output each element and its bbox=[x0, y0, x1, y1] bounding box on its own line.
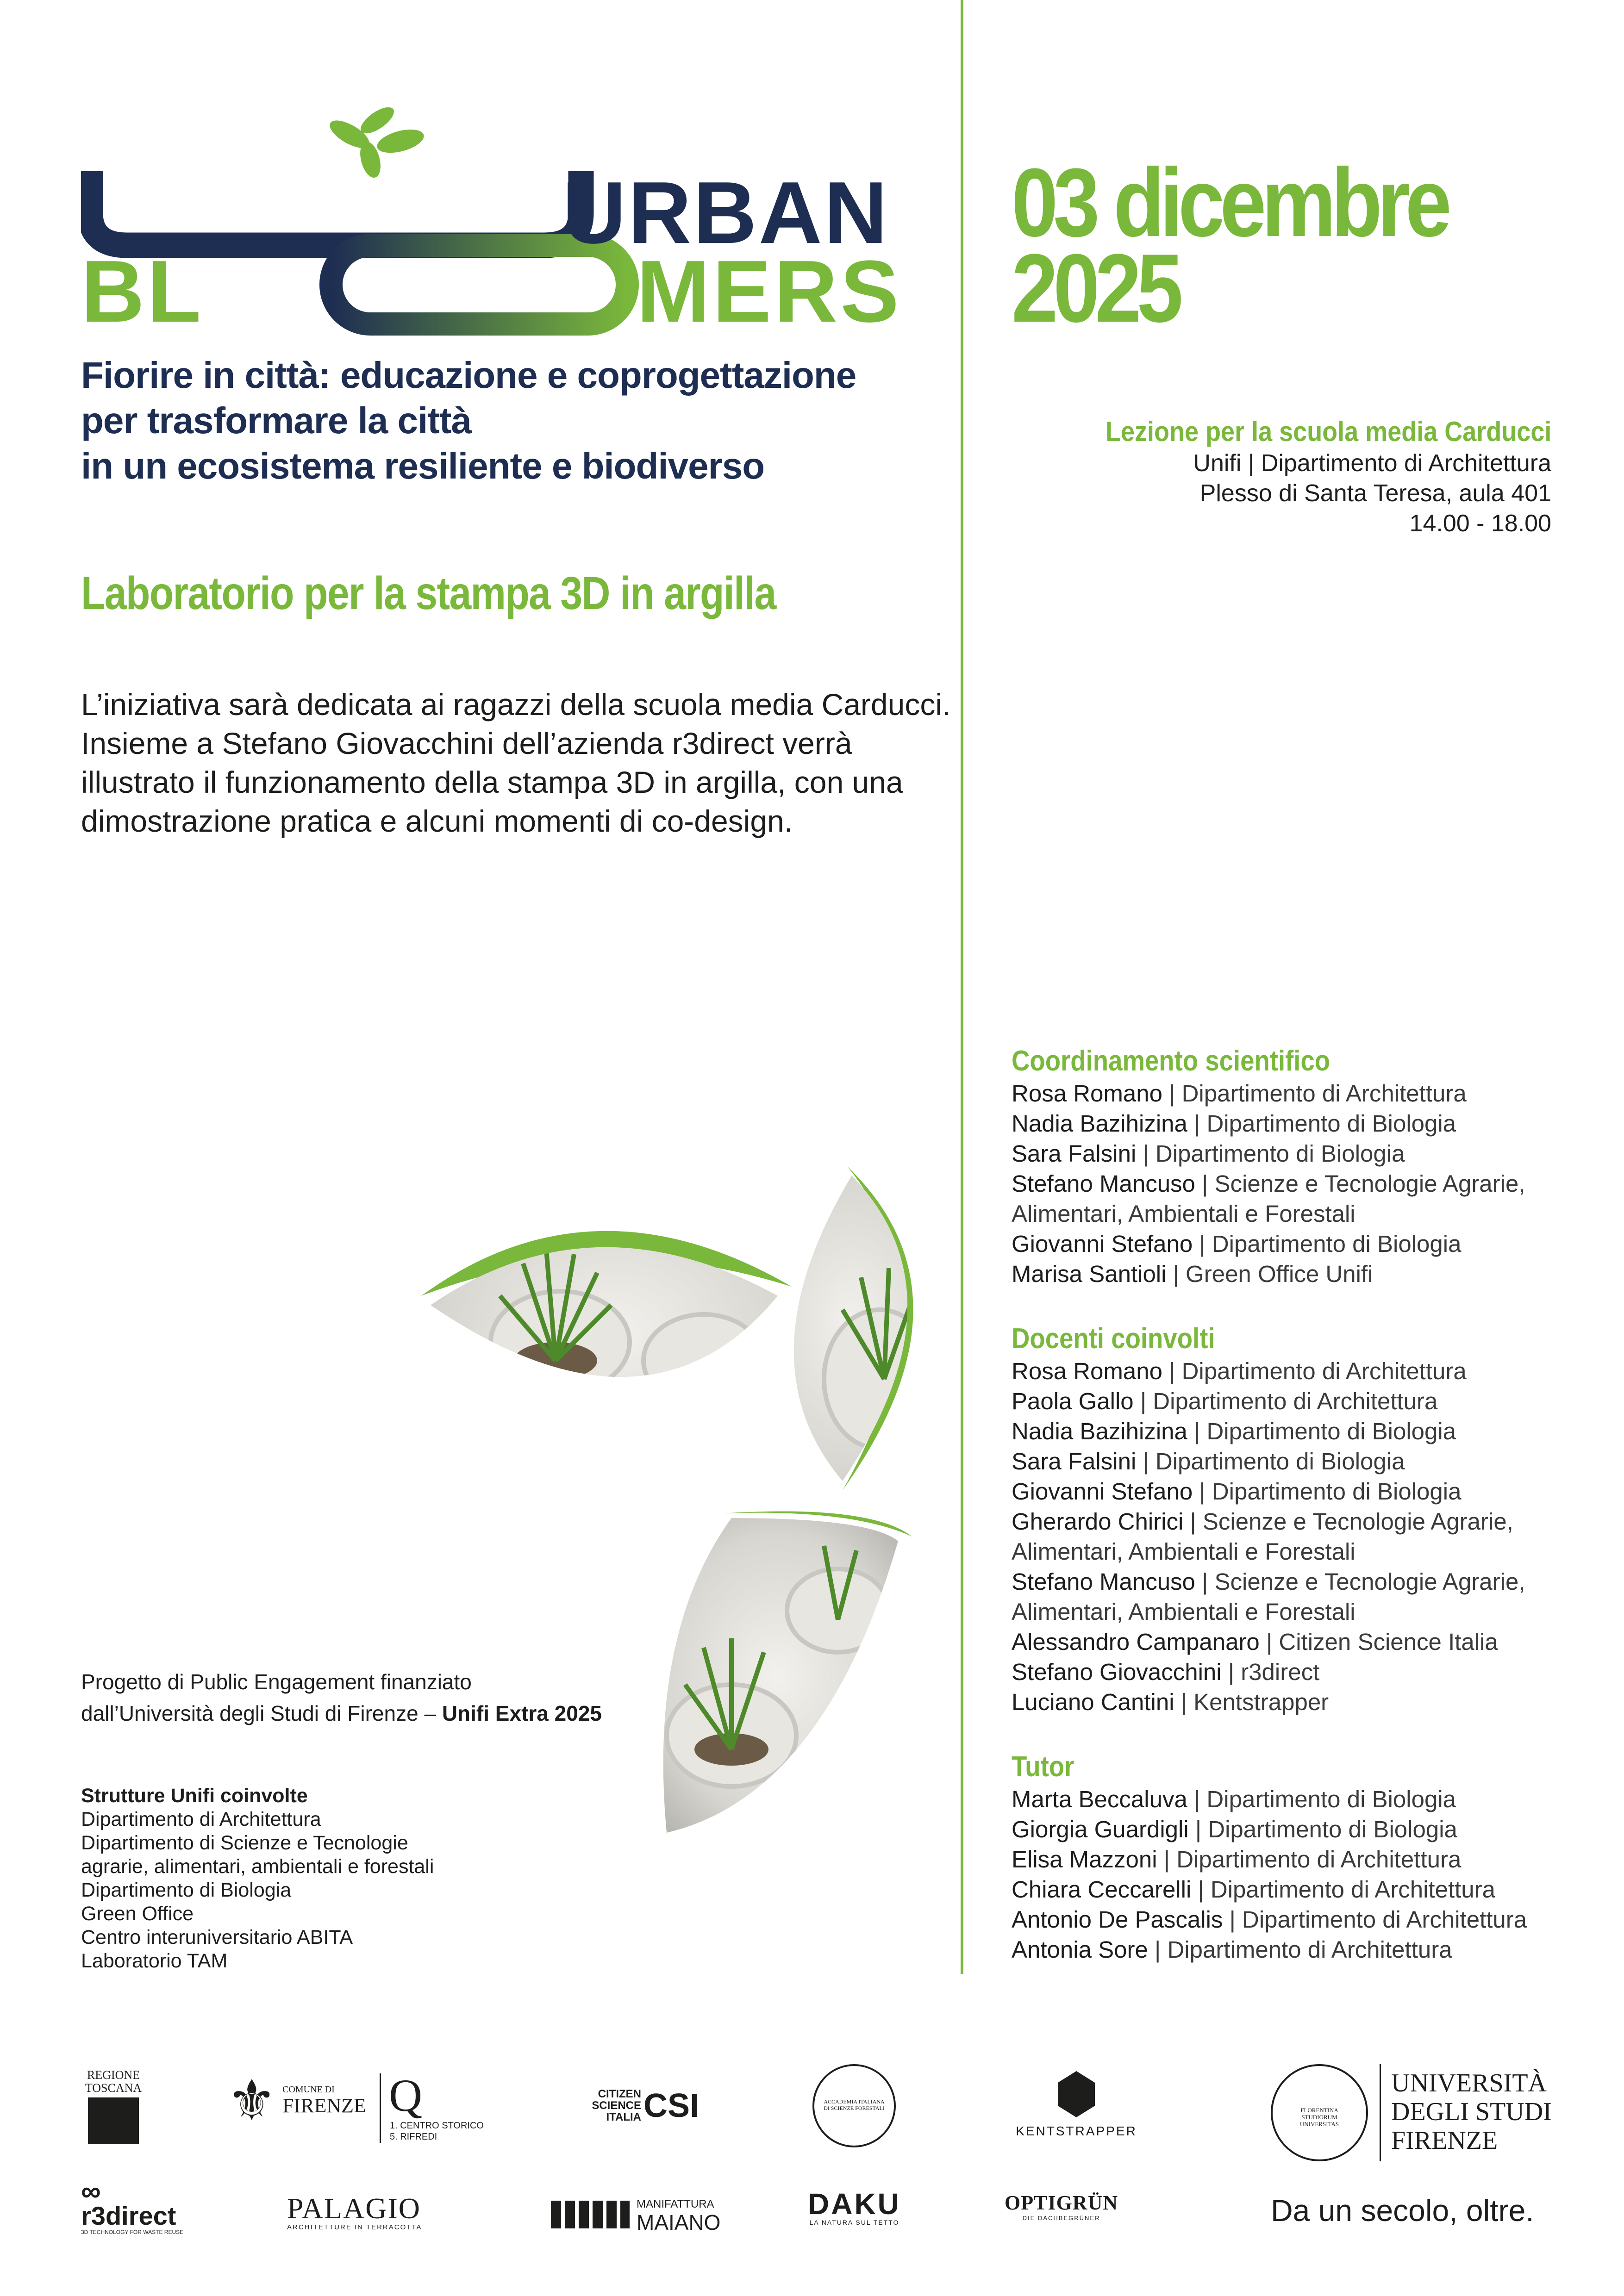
tutor-section bbox=[1012, 1749, 1527, 1965]
person-row bbox=[1012, 1844, 1527, 1874]
person-affiliation: | Dipartimento di Biologia bbox=[1187, 1110, 1456, 1137]
person-affiliation: | Dipartimento di Architettura bbox=[1148, 1936, 1452, 1963]
person-row bbox=[1012, 1874, 1527, 1904]
person-row bbox=[1012, 1814, 1527, 1844]
struttura-item: Dipartimento di Scienze e Tecnologie bbox=[81, 1832, 408, 1854]
person-row bbox=[1012, 1784, 1527, 1814]
funding-note: Progetto di Public Engagement finanziato dall’Università degli Studi di Firenze – Unifi Extra 2025 bbox=[81, 1670, 602, 1725]
person-name: Stefano Mancuso bbox=[1012, 1170, 1195, 1197]
person-name: Rosa Romano bbox=[1012, 1358, 1162, 1384]
event-date: 03 dicembre 2025 bbox=[1012, 148, 1447, 342]
urban-bloomers-logo bbox=[81, 106, 924, 338]
unifi-tagline: Da un secolo, oltre. bbox=[1271, 2193, 1534, 2228]
person-name: Antonia Sore bbox=[1012, 1936, 1148, 1963]
person-name: Paola Gallo bbox=[1012, 1388, 1134, 1414]
person-affiliation: | Dipartimento di Biologia bbox=[1193, 1231, 1462, 1257]
person-affiliation: | Dipartimento di Architettura bbox=[1162, 1080, 1467, 1107]
lesson-location: Unifi | Dipartimento di Architettura bbox=[1193, 450, 1551, 477]
partner-logos: REGIONE TOSCANA ⚜ COMUNE DI FIRENZE Q 1. CENTRO STORICO 5. RIFREDI CITIZEN SCIENCE ITALIA CSI ACCADEMIA ITALIANA DI SCIENZE FORESTALI KENTSTRAPPER FLORENTINA STUDIORUM UNIVERSITAS UNIVERSITÀ DEGLI STUDI FIRENZE ∞ r3direct 3D TECHNOLOGY FOR WASTE REUSE PALAGIO ARCHITETTURE IN TERRACOTTA MANIFATTURA MAIANO DAKU LA NATURA SUL TETTO OPTIGRÜN DIE DACHBEGRÜNER Da un secolo, oltre. bbox=[0, 2036, 1624, 2268]
lab-title: Laboratorio per la stampa 3D in argilla bbox=[81, 567, 776, 619]
daku-logo: DAKU LA NATURA SUL TETTO bbox=[808, 2187, 901, 2226]
person-row bbox=[1012, 1597, 1525, 1627]
svg-text:MERS: MERS bbox=[637, 243, 902, 338]
person-row bbox=[1012, 1199, 1525, 1229]
struttura-item: Green Office bbox=[81, 1903, 194, 1925]
person-row bbox=[1012, 1386, 1525, 1416]
person-affiliation: | Dipartimento di Architettura bbox=[1157, 1846, 1462, 1873]
logo-line1: URBAN bbox=[562, 164, 890, 262]
person-affiliation: | Kentstrapper bbox=[1174, 1689, 1329, 1715]
person-name: Luciano Cantini bbox=[1012, 1689, 1174, 1715]
lesson-title: Lezione per la scuola media Carducci bbox=[1105, 416, 1551, 447]
person-row bbox=[1012, 1506, 1525, 1537]
person-row bbox=[1012, 1108, 1525, 1139]
person-name: Antonio De Pascalis bbox=[1012, 1906, 1223, 1933]
coordinamento-section bbox=[1012, 1044, 1525, 1289]
infinity-icon: ∞ bbox=[81, 2176, 101, 2207]
person-row bbox=[1012, 1229, 1525, 1259]
regione-toscana-logo: REGIONE TOSCANA bbox=[81, 2069, 146, 2144]
person-name: Rosa Romano bbox=[1012, 1080, 1162, 1107]
person-affiliation: | Dipartimento di Architettura bbox=[1191, 1876, 1496, 1903]
person-row bbox=[1012, 1416, 1525, 1446]
person-affiliation: | Citizen Science Italia bbox=[1259, 1629, 1498, 1655]
person-affiliation: | Green Office Unifi bbox=[1166, 1261, 1373, 1287]
person-name: Chiara Ceccarelli bbox=[1012, 1876, 1192, 1903]
person-affiliation: | r3direct bbox=[1221, 1659, 1320, 1685]
lesson-time: 14.00 - 18.00 bbox=[1409, 510, 1551, 537]
person-row bbox=[1012, 1259, 1525, 1289]
person-row bbox=[1012, 1139, 1525, 1169]
person-affiliation: Alimentari, Ambientali e Forestali bbox=[1012, 1599, 1355, 1625]
person-row bbox=[1012, 1356, 1525, 1386]
fleur-de-lis-icon: ⚜ bbox=[227, 2070, 277, 2132]
tutor-heading: Tutor bbox=[1012, 1751, 1074, 1783]
person-row bbox=[1012, 1904, 1527, 1935]
person-affiliation: | Scienze e Tecnologie Agrarie, bbox=[1195, 1568, 1525, 1595]
person-name: Stefano Mancuso bbox=[1012, 1568, 1195, 1595]
struttura-item: Dipartimento di Biologia bbox=[81, 1879, 292, 1901]
person-affiliation: | Dipartimento di Biologia bbox=[1193, 1478, 1462, 1505]
struttura-item: agrarie, alimentari, ambientali e forestali bbox=[81, 1855, 434, 1878]
person-name: Giovanni Stefano bbox=[1012, 1478, 1193, 1505]
person-name: Elisa Mazzoni bbox=[1012, 1846, 1157, 1873]
3d-printed-planters-illustration bbox=[407, 1101, 963, 1981]
person-name: Sara Falsini bbox=[1012, 1140, 1137, 1167]
r3direct-logo: ∞ r3direct 3D TECHNOLOGY FOR WASTE REUSE bbox=[81, 2176, 184, 2235]
person-affiliation: | Dipartimento di Biologia bbox=[1187, 1786, 1456, 1812]
person-affiliation: | Scienze e Tecnologie Agrarie, bbox=[1183, 1508, 1513, 1535]
person-affiliation: | Scienze e Tecnologie Agrarie, bbox=[1195, 1170, 1525, 1197]
palagio-logo: PALAGIO ARCHITETTURE IN TERRACOTTA bbox=[287, 2192, 422, 2231]
person-affiliation: | Dipartimento di Biologia bbox=[1188, 1816, 1457, 1842]
person-row bbox=[1012, 1935, 1527, 1965]
person-affiliation: | Dipartimento di Biologia bbox=[1187, 1418, 1456, 1444]
person-row bbox=[1012, 1537, 1525, 1567]
svg-text:BL: BL bbox=[81, 243, 204, 338]
kentstrapper-logo: KENTSTRAPPER bbox=[1005, 2071, 1148, 2139]
person-name: Sara Falsini bbox=[1012, 1448, 1137, 1475]
person-name: Giovanni Stefano bbox=[1012, 1231, 1193, 1257]
person-affiliation: Alimentari, Ambientali e Forestali bbox=[1012, 1201, 1355, 1227]
person-row bbox=[1012, 1567, 1525, 1597]
person-row bbox=[1012, 1169, 1525, 1199]
person-affiliation: | Dipartimento di Architettura bbox=[1162, 1358, 1467, 1384]
maiano-mark-icon bbox=[551, 2201, 630, 2228]
accademia-seal-logo: ACCADEMIA ITALIANA DI SCIENZE FORESTALI bbox=[812, 2064, 896, 2147]
person-name: Nadia Bazihizina bbox=[1012, 1418, 1187, 1444]
struttura-item: Dipartimento di Architettura bbox=[81, 1808, 321, 1830]
docenti-heading: Docenti coinvolti bbox=[1012, 1323, 1215, 1355]
struttura-item: Centro interuniversitario ABITA bbox=[81, 1926, 353, 1948]
strutture-coinvolte bbox=[81, 1784, 434, 1973]
citizen-science-logo: CITIZEN SCIENCE ITALIA CSI bbox=[592, 2087, 700, 2124]
struttura-item: Laboratorio TAM bbox=[81, 1950, 228, 1972]
person-row bbox=[1012, 1078, 1525, 1108]
person-affiliation: | Dipartimento di Biologia bbox=[1136, 1448, 1405, 1475]
sprout-icon bbox=[325, 106, 426, 180]
person-affiliation: | Dipartimento di Architettura bbox=[1133, 1388, 1438, 1414]
person-row bbox=[1012, 1476, 1525, 1506]
coordinamento-heading: Coordinamento scientifico bbox=[1012, 1045, 1330, 1077]
person-row bbox=[1012, 1657, 1525, 1687]
person-name: Alessandro Campanaro bbox=[1012, 1629, 1260, 1655]
person-name: Marisa Santioli bbox=[1012, 1261, 1167, 1287]
person-affiliation: Alimentari, Ambientali e Forestali bbox=[1012, 1538, 1355, 1565]
person-row bbox=[1012, 1627, 1525, 1657]
subtitle: Fiorire in città: educazione e coprogettazione per trasformare la città in un ecosistema resiliente e biodiverso bbox=[81, 355, 856, 486]
person-row bbox=[1012, 1446, 1525, 1476]
person-name: Marta Beccaluva bbox=[1012, 1786, 1187, 1812]
person-name: Gherardo Chirici bbox=[1012, 1508, 1184, 1535]
person-name: Nadia Bazihizina bbox=[1012, 1110, 1187, 1137]
person-affiliation: | Dipartimento di Biologia bbox=[1136, 1140, 1405, 1167]
optigrun-logo: OPTIGRÜN DIE DACHBEGRÜNER bbox=[1005, 2191, 1118, 2221]
lesson-room: Plesso di Santa Teresa, aula 401 bbox=[1199, 480, 1551, 507]
docenti-section bbox=[1012, 1321, 1525, 1717]
person-affiliation: | Dipartimento di Architettura bbox=[1223, 1906, 1527, 1933]
person-name: Stefano Giovacchini bbox=[1012, 1659, 1222, 1685]
kentstrapper-icon bbox=[1058, 2071, 1095, 2117]
person-row bbox=[1012, 1687, 1525, 1717]
strutture-heading: Strutture Unifi coinvolte bbox=[81, 1785, 308, 1807]
pegasus-icon bbox=[88, 2097, 139, 2144]
lesson-info bbox=[1056, 417, 1551, 539]
person-name: Giorgia Guardigli bbox=[1012, 1816, 1189, 1842]
intro-text: L’iniziativa sarà dedicata ai ragazzi della scuola media Carducci. Insieme a Stefano Giovacchini dell’azienda r3direct verrà illustrato il funzionamento della stampa 3D in argilla, con una dimostrazione pratica e alcuni momenti di co-design. bbox=[81, 687, 951, 838]
unifi-seal-icon: FLORENTINA STUDIORUM UNIVERSITAS bbox=[1271, 2064, 1368, 2161]
